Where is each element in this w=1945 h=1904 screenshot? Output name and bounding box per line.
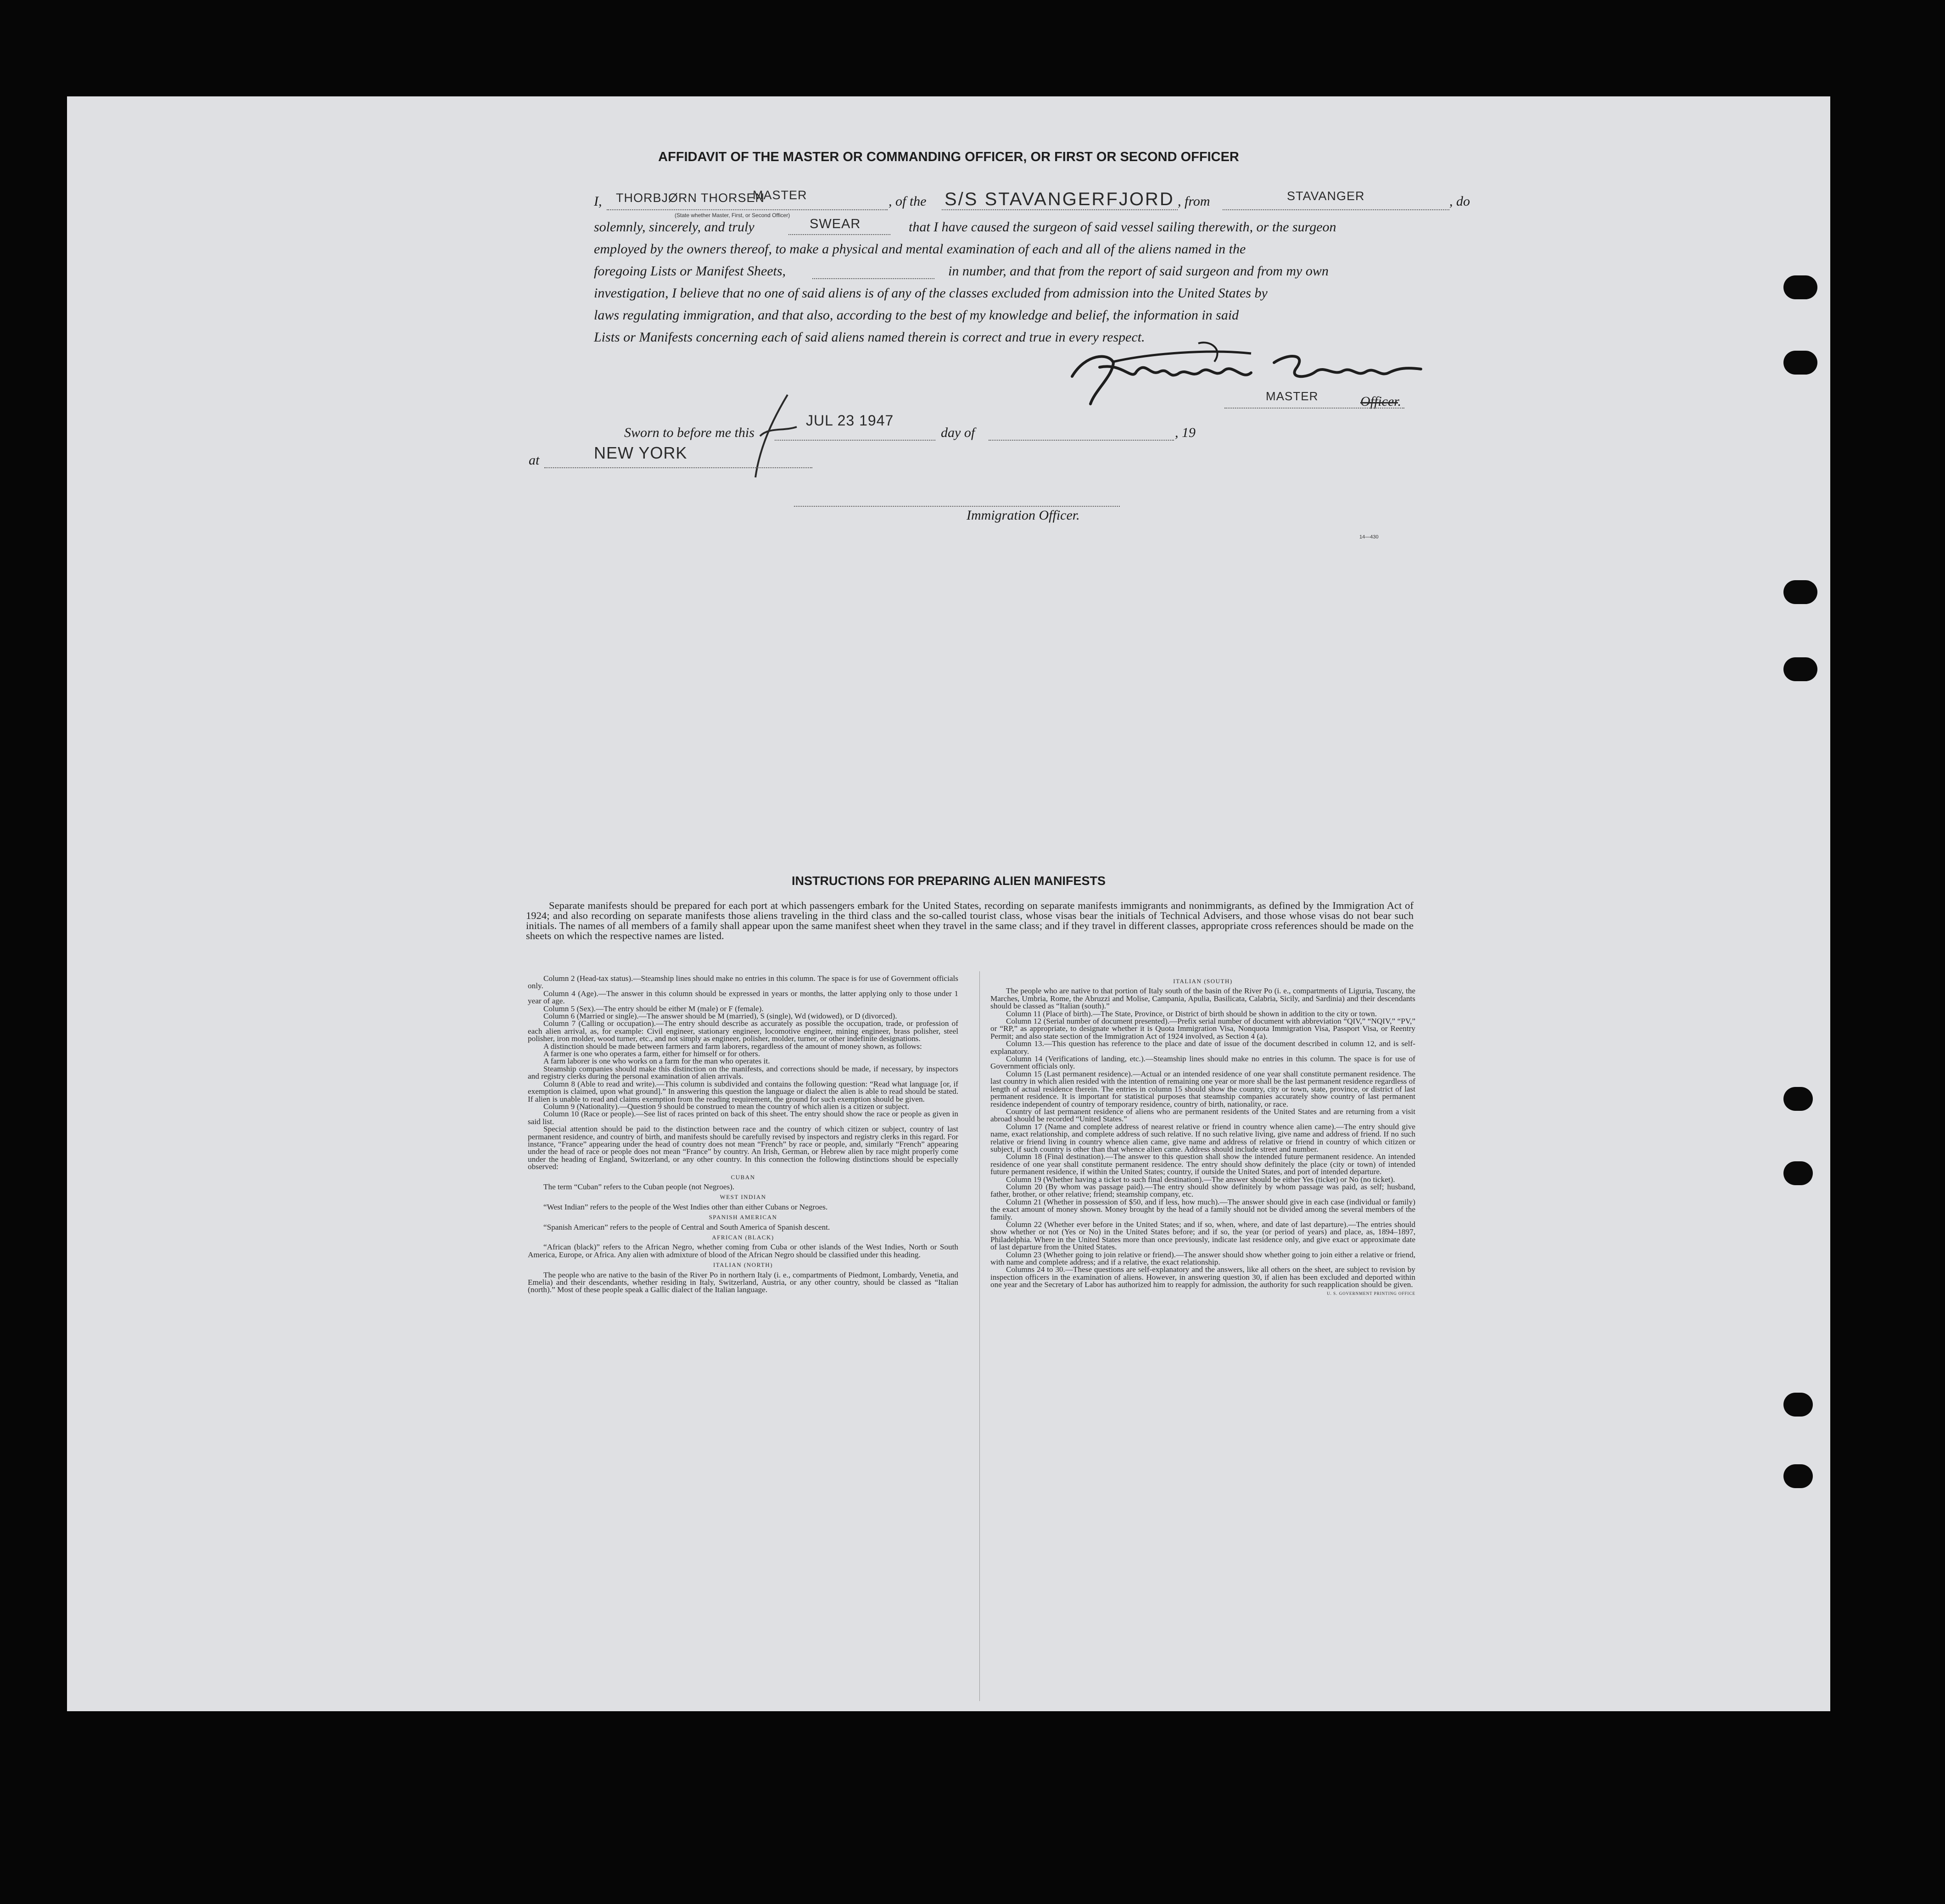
left-para: Column 6 (Married or single).—The answer should be M (married), S (single), Wd (widowed), or D (divorced). — [543, 1012, 897, 1021]
departure-port: STAVANGER — [1287, 189, 1365, 203]
binding-hole — [1783, 1393, 1813, 1417]
italian-north-heading: ITALIAN (NORTH) — [713, 1261, 773, 1269]
binding-hole — [1783, 1161, 1813, 1185]
sworn-place: NEW YORK — [594, 443, 687, 462]
aff-l3: employed by the owners thereof, to make a physical and mental examination of each and all of the aliens named in the — [594, 241, 1246, 257]
cuban-heading: CUBAN — [731, 1173, 755, 1181]
aff-l4-p1: foregoing Lists or Manifest Sheets, — [594, 263, 786, 279]
aff-l1-p4: , do — [1449, 194, 1470, 209]
left-para: Column 5 (Sex).—The entry should be either M (male) or F (female). — [543, 1004, 764, 1013]
printer-note: U. S. GOVERNMENT PRINTING OFFICE — [1327, 1291, 1415, 1296]
sheets-count-blank — [812, 278, 934, 279]
right-para: Column 20 (By whom was passage paid).—The entry should show definitely by whom passage was paid, as self; husband, father, brother, or other relative; friend; steamship company, etc. — [990, 1182, 1415, 1199]
italian-south-text: The people who are native to that portion of Italy south of the basin of the River Po (i. e., compartments of Liguria, Tuscany, the Marches, Umbria, Rome, the Abruzzi and Molise, Campania, Apulia, Basilicata, Calabria, Sicily, and Sardinia) and their descendants should be classed as “Italian (south).” — [990, 986, 1415, 1011]
oath-word: SWEAR — [810, 217, 861, 231]
aff-l1-p3: , from — [1178, 194, 1210, 209]
binding-hole — [1783, 1087, 1813, 1111]
oath-blank — [788, 234, 890, 235]
left-para: Column 8 (Able to read and write).—This column is subdivided and contains the following question: “Read what language [or, if exemption is claimed, upon what ground].” In answering this question the language or dialect the alien is able to read should be stated. If alien is unable to read and claims exemption from the reading requirement, the ground for such exemption should be given. — [528, 1079, 958, 1103]
aff-l5: investigation, I believe that no one of said aliens is of any of the classes excluded from admission into the United States by — [594, 286, 1268, 301]
sworn-p1: Sworn to before me this — [624, 425, 755, 440]
place-blank — [544, 467, 812, 468]
african-heading: AFRICAN (BLACK) — [712, 1234, 774, 1241]
name-blank — [607, 209, 888, 210]
master-name: THORBJØRN THORSEN — [616, 191, 765, 205]
right-para: Column 14 (Verifications of landing, etc.).—Steamship lines should make no entries in this column. The space is for use of Government officials only. — [990, 1054, 1415, 1071]
right-para: Column 22 (Whether ever before in the United States; and if so, when, where, and date of last departure).—The entries should show whether or not (Yes or No) in the United States before; and if so, the year (or period of years) and place, as, 1894–1897, Philadelphia. Where in the United States more than once previously, indicate last residence only, and give exact or approximate date of last departure from the United States. — [990, 1220, 1415, 1252]
right-para: Country of last permanent residence of aliens who are permanent residents of the United States and are returning from a visit abroad should be recorded “United States.” — [990, 1107, 1415, 1124]
binding-hole — [1783, 580, 1817, 604]
aff-l1-p1: I, — [594, 194, 602, 209]
right-para: Column 11 (Place of birth).—The State, Province, or District of birth should be shown in addition to the city or town. — [1006, 1009, 1377, 1018]
aff-l1-p2: , of the — [889, 194, 927, 209]
left-para: Column 2 (Head-tax status).—Steamship lines should make no entries in this column. The space is for use of Government officials only. — [528, 974, 958, 991]
cuban-text: The term “Cuban” refers to the Cuban people (not Negroes). — [543, 1182, 735, 1191]
signature-title: MASTER — [1266, 389, 1319, 403]
aff-l2-p1: solemnly, sincerely, and truly — [594, 219, 755, 235]
aff-l6: laws regulating immigration, and that also, according to the best of my knowledge and belief, the information in said — [594, 308, 1239, 323]
port-blank — [1223, 209, 1449, 210]
italian-north-text: The people who are native to the basin of the River Po in northern Italy (i. e., compartments of Piedmont, Lombardy, Venetia, and Emelia) and their descendants, whether residing in Italy, Switzerland, Austria, or any other country, should be classed as “Italian (north).” Most of these people speak a Gallic dialect of the Italian language. — [528, 1270, 958, 1294]
immigration-officer-label: Immigration Officer. — [967, 508, 1080, 523]
sworn-p2: day of — [941, 425, 975, 440]
right-para: Column 21 (Whether in possession of $50, and if less, how much).—The answer should give in each case (individual or family) the exact amount of money shown. Money brought by the head of a family should not be divided among the several members of the family. — [990, 1197, 1415, 1221]
rank-note: (State whether Master, First, or Second Officer) — [675, 212, 790, 218]
sworn-date-stamp: JUL 23 1947 — [806, 412, 894, 429]
left-para: A distinction should be made between farmers and farm laborers, regardless of the amount of money shown, as follows: — [543, 1042, 922, 1051]
right-para: Column 19 (Whether having a ticket to such final destination).—The answer should be either Yes (ticket) or No (no ticket). — [1006, 1175, 1395, 1184]
officer-label: Officer. — [1360, 394, 1402, 409]
spanish-american-text: “Spanish American” refers to the people of Central and South America of Spanish descent. — [543, 1222, 830, 1232]
column-divider — [979, 971, 980, 1701]
right-para: Column 17 (Name and complete address of nearest relative or friend in country whence alien came).—The entry should give name, exact relationship, and complete address of such relative. If no such relative living, give name and address of friend. If no such relative or friend living in country whence alien came, give name and address of relative or friend in country of which citizen or subject, if such country is other than that whence alien came. Address should include street and number. — [990, 1122, 1415, 1154]
right-para: Column 23 (Whether going to join relative or friend).—The answer should show whether going to join either a relative or friend, with name and complete address; and if a relative, the exact relationship. — [990, 1250, 1415, 1267]
left-para: A farmer is one who operates a farm, either for himself or for others. — [543, 1049, 760, 1058]
master-rank: MASTER — [753, 188, 807, 202]
instructions-intro: Separate manifests should be prepared for each port at which passengers embark for the United States, recording on separate manifests immigrants and nonimmigrants, as defined by the Immigration Act of 1924; and also recording on separate manifests those aliens traveling in the third class and the so-called tourist class, whose visas bear the initials of Technical Advisers, and those whose visas do not bear such initials. The names of all members of a family shall appear upon the same manifest sheet when they travel in the same class; and if they travel in different classes, appropriate cross references should be made on the sheets on which the respective names are listed. — [526, 900, 1414, 941]
vessel-name: S/S STAVANGERFJORD — [945, 189, 1174, 209]
spanish-american-heading: SPANISH AMERICAN — [709, 1214, 777, 1221]
right-para: Column 18 (Final destination).—The answer to this question shall show the intended future permanent residence. An intended residence of one year shall constitute permanent residence. The entry should show definitely the place (city or town) of intended future permanent residence, if within the United States; country, if outside the United States, and port of intended departure. — [990, 1152, 1415, 1176]
officer-strike — [1360, 402, 1398, 403]
binding-hole — [1783, 1464, 1813, 1488]
instructions-right-column — [990, 975, 1415, 1297]
left-para: Column 4 (Age).—The answer in this column should be expressed in years or months, the latter applying only to those under 1 year of age. — [528, 989, 958, 1006]
aff-l2-p2: that I have caused the surgeon of said vessel sailing therewith, or the surgeon — [909, 219, 1336, 235]
master-signature — [1058, 335, 1471, 409]
officer-signature-blank — [794, 506, 1120, 507]
left-para: Steamship companies should make this distinction on the manifests, and corrections should be made, if necessary, by inspectors and registry clerks during the personal examination of alien arrivals. — [528, 1064, 958, 1081]
right-para: Column 13.—This question has reference to the place and date of issue of the document described in column 12, and is self-explanatory. — [990, 1039, 1415, 1056]
binding-hole — [1783, 275, 1817, 299]
aff-l7: Lists or Manifests concerning each of said aliens named therein is correct and true in every respect. — [594, 330, 1145, 345]
affidavit-heading: AFFIDAVIT OF THE MASTER OR COMMANDING OFFICER, OR FIRST OR SECOND OFFICER — [658, 150, 1239, 164]
west-indian-text: “West Indian” refers to the people of the West Indies other than either Cubans or Negroes. — [543, 1202, 828, 1211]
instructions-left-column — [528, 975, 958, 1294]
sworn-month-blank — [989, 440, 1174, 441]
left-para: Column 9 (Nationality).—Question 9 should be construed to mean the country of which alien is a citizen or subject. — [543, 1102, 910, 1111]
at-label: at — [529, 453, 540, 468]
left-para: A farm laborer is one who works on a farm for the man who operates it. — [543, 1057, 770, 1066]
african-text: “African (black)” refers to the African Negro, whether coming from Cuba or other islands of the West Indies, North or South America, Europe, or Africa. Any alien with admixture of blood of the African Negro should be classified under this heading. — [528, 1243, 958, 1259]
left-para: Special attention should be paid to the distinction between race and the country of which citizen or subject, country of last permanent residence, and country of birth, and manifests should be carefully revised by inspectors and registry clerks in this regard. For instance, “France” appearing under the head of country does not mean “French” by race or people, and, similarly “French” appearing under the head of race or people does not mean “France” by country. An Irish, German, or Hebrew alien by race might properly come under the heading of England, Switzerland, or any other country. In this connection the following distinctions should be especially observed: — [528, 1125, 958, 1171]
west-indian-heading: WEST INDIAN — [720, 1193, 766, 1201]
right-para: Column 12 (Serial number of document presented).—Prefix serial number of document with abbreviation “QIV,” “NQIV,” “PV,” or “RP,” as appropriate, to designate whether it is Quota Immigration Visa, Nonquota Immigration Visa, Passport Visa, or Reentry Permit; and also state section of the Immigration Act of 1924 involved, as Section 4 (a). — [990, 1017, 1415, 1041]
right-para: Columns 24 to 30.—These questions are self-explanatory and the answers, like all others on the sheet, are subject to revision by inspection officers in the examination of aliens. However, in answering question 30, if alien has been excluded and deported within one year and the Secretary of Labor has authorized him to reapply for admission, the authority for such reapplication should be given. — [990, 1265, 1415, 1289]
form-number: 14—430 — [1359, 534, 1379, 540]
left-para: Column 10 (Race or people).—See list of races printed on back of this sheet. The entry should show the race or people as given in said list. — [528, 1109, 958, 1126]
binding-hole — [1783, 351, 1817, 375]
handwritten-month — [732, 390, 801, 482]
instructions-heading: INSTRUCTIONS FOR PREPARING ALIEN MANIFESTS — [791, 874, 1106, 888]
aff-l4-p2: in number, and that from the report of said surgeon and from my own — [948, 263, 1329, 279]
italian-south-heading: ITALIAN (SOUTH) — [1173, 978, 1233, 985]
left-para: Column 7 (Calling or occupation).—The entry should describe as accurately as possible the occupation, trade, or profession of each alien arrival, as, for example: Civil engineer, stationary engineer, locomotive engineer, mining engineer, brass polisher, steel polisher, iron molder, wood turner, etc., and not simply as engineer, polisher, molder, turner, or other indefinite designations. — [528, 1019, 958, 1043]
right-para: Column 15 (Last permanent residence).—Actual or an intended residence of one year shall constitute permanent residence. The last country in which alien resided with the intention of remaining one year or more shall be the last permanent residence regardless of length of actual residence therein. The entries in column 15 should show the country, city or town, state, province, or district of last permanent residence. It is important for statistical purposes that steamship companies accurately show country of last permanent residence independent of country of temporary residence, country of birth, nationality, or race. — [990, 1069, 1415, 1109]
sworn-p3: , 19 — [1175, 425, 1196, 440]
form-sheet — [67, 96, 1830, 1711]
binding-hole — [1783, 657, 1817, 681]
